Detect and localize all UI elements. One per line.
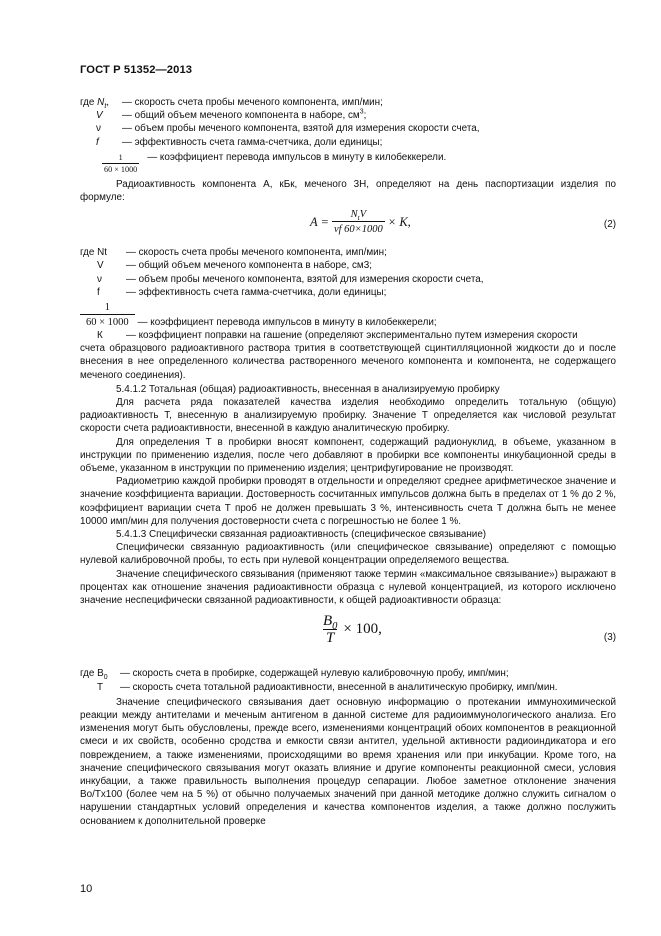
section-5412-paragraph-2: Для определения Т в пробирки вносят компонент, содержащий радионуклид, в объеме, указанном в инструкции по применению изделия, после чего добавляют в пробирки все компоненты инкубационной среды в объеме, указанном в инструкции по применению изделия; центрифугирование не производят. [80,436,616,475]
paragraph-final: Значение специфического связывания дает основную информацию о протекании иммунохимической реакции между антителами и меченым антигеном в данной системе для радиоиммунологического анализа. Его изменения могут быть обусловлены, прежде всего, изменениями концентраций обоих компонентов в реакционной смеси и их свойств, особенно сродства и емкости связи антител, удельной активности радиоиндикатора и его повреждением, а также изменениями, происходящими во время хранения или при инкубации. Кроме того, на значение специфического связывания могут оказать влияние и другие компоненты реакционной смеси, условия инкубации, а также правильность выполнения процедур сепарации. Любое заметное отклонение значения Bo/Tx100 (более чем на 5 %) от обычно получаемых значений при данной методике должно служить сигналом о нарушении стандартных условий определения и качества компонентов изделия, а также должно послужить основанием к дополнительной проверке [80,696,616,827]
small-fraction: $\frac{1}{60 \times 1000}$ [104,152,138,174]
section-5412-heading: 5.4.1.2 Тотальная (общая) радиоактивность, внесенная в анализируемую пробирку [116,383,500,395]
section-5413-paragraph-2: Значение специфического связывания (применяют также термин «максимальное связывание») выражают в процентах как отношение значения радиоактивности образца с нулевой концентрацией, из которого исключено значение неспецифически связанной радиоактивности, к общей радиоактивности образца: [80,568,616,607]
definition-nt: где $N_t$, — скорость счета пробы меченого компонента, имп/мин; [80,97,383,110]
section-5413-paragraph-1: Специфически связанную радиоактивность (или специфическое связывание) определяют с помощью нулевой калибровочной пробы, то есть при нулевой концентрации определяемого вещества. [80,542,616,567]
definition-b0: где $B_0$ — скорость счета в пробирке, содержащей нулевую калибровочную пробу, имп/мин; [80,668,509,682]
formula-3-number: (3) [603,632,616,644]
formula-2-fraction: $\frac{N_tV}{\nu f 60\times 1000}$ [333,209,383,236]
definition-coefficient: $\frac{1}{60 \times 1000}$ — коэффициент перевода импульсов в минуту в килобеккерели. [104,151,447,174]
page-number: 10 [80,883,93,895]
definition-f: f — эффективность счета гамма-счетчика, доли единицы; [96,136,383,148]
definition-nu: ν — объем пробы меченого компонента, взятой для измерения скорости счета, [96,123,480,135]
definition-v: V — общий объем меченого компонента в наборе, $см^3$; [96,108,367,122]
fraction-2: $\frac{1}{60 \times 1000}$ [80,301,135,329]
definitions-2 [80,246,616,382]
formula-2: A = $\frac{N_tV}{\nu f 60\times 1000}$ × K, (2) [310,209,616,236]
paragraph-activity: Радиоактивность компонента А, кБк, меченого 3Н, определяют на день паспортизации изделия по формуле: [80,178,616,204]
definitions-3 [80,667,616,693]
formula-2-number: (2) [603,219,616,231]
definition-k: К — коэффициент поправки на гашение (определяют экспериментально путем измерения скорости [97,330,578,342]
definitions-1 [80,96,616,175]
section-5412-paragraph-1: Для расчета ряда показателей качества изделия необходимо определить тотальную (общую) радиоактивность Т, внесенную в анализируемую пробирку. Значение Т определяется как числовой результат скорости счета радиоактивности, внесенной в каждую аналитическую пробирку. [80,397,616,435]
definition-t: T — скорость счета тотальной радиоактивности, внесенной в аналитическую пробирку, имп/мин. [97,681,558,693]
document-code: ГОСТ Р 51352—2013 [80,64,193,76]
section-5413-heading: 5.4.1.3 Специфически связанная радиоактивность (специфическое связывание) [116,529,487,541]
definition-v-2: V — общий объем меченого компонента в наборе, см3; [97,260,372,272]
definition-nt-2: где Nt — скорость счета пробы меченого компонента, имп/мин; [80,247,387,259]
definition-k-continued: счета образцового радиоактивного раствора трития в соответствующей сцинтилляционной жидкости до и после внесения в нее определенного количества растворенного меченого компонента и компонента, не содержащего меченого соединения). [80,343,616,381]
definition-f-2: f — эффективность счета гамма-счетчика, доли единицы; [97,286,387,298]
page-content [80,96,616,828]
formula-3-fraction: $\frac{B_0}{T}$ [323,613,338,646]
definition-nu-2: ν — объем пробы меченого компонента, взятой для измерения скорости счета, [97,273,484,285]
definition-coefficient-2: $\frac{1}{60 \times 1000}$ — коэффициент перевода импульсов в минуту в килобеккерели; [80,301,616,329]
section-5412-paragraph-3: Радиометрию каждой пробирки проводят в отдельности и определяют среднее арифметическое значение и значение коэффициента вариации. Достоверность сосчитанных импульсов должна быть в пределах от 1 % до 2 %, коэффициент вариации счета Т проб не должен превышать 3 %, интенсивность счета Т должна быть не менее 10000 имп/мин для получения достоверности счета с погрешностью не более 1 %. [80,476,616,527]
formula-3: $\frac{B_0}{T}$ × 100, (3) [80,613,616,663]
